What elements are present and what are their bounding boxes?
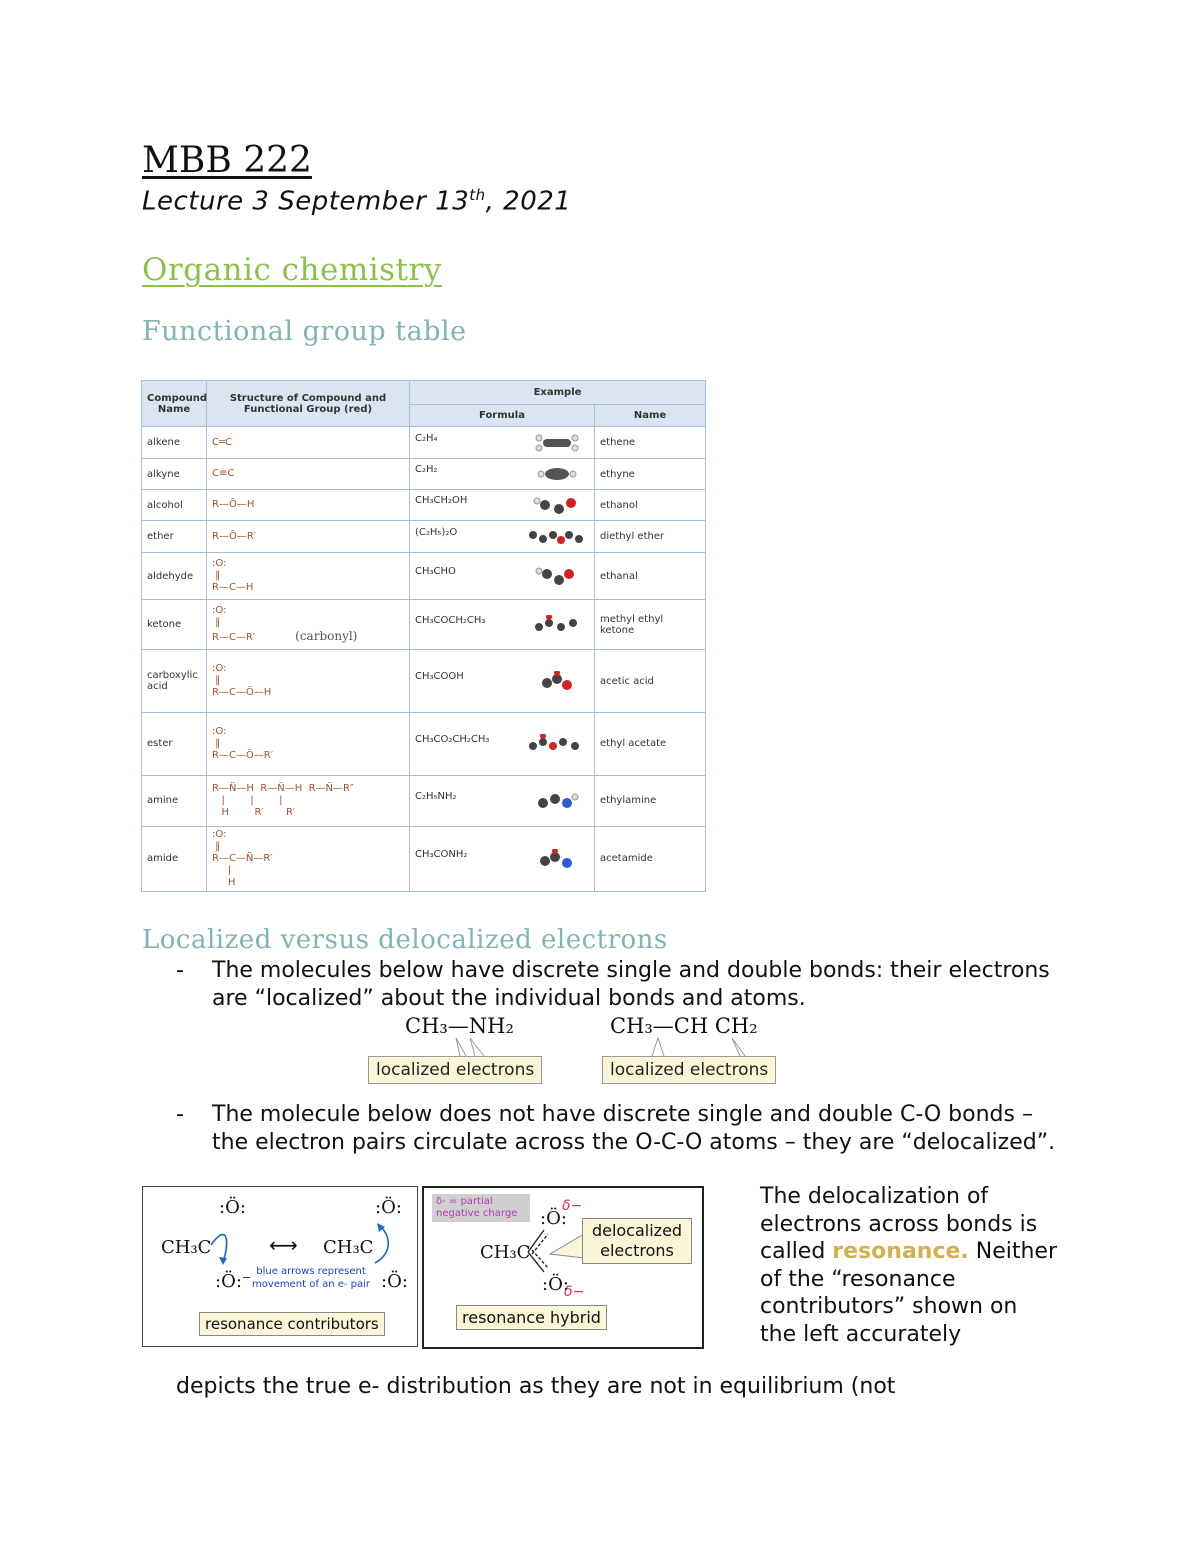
resonance-term: resonance. xyxy=(832,1239,969,1264)
continuation-line: depicts the true e- distribution as they are not in equilibrium (not xyxy=(176,1374,896,1399)
ball-stick-model-icon xyxy=(525,495,589,515)
formula-text: CH₃CO₂CH₂CH₃ xyxy=(415,733,490,745)
formula-text: CH₃CH₂OH xyxy=(415,495,468,507)
th-compound-name: Compound Name xyxy=(142,381,207,427)
example-name-cell: methyl ethyl ketone xyxy=(595,600,706,650)
ball-stick-model-icon xyxy=(525,791,589,811)
example-name-cell: ethyl acetate xyxy=(595,712,706,775)
structure-text: :O: ‖ R—C—H xyxy=(212,558,254,594)
example-name-cell: ethanal xyxy=(595,553,706,600)
compound-name-cell: alkyne xyxy=(142,459,207,490)
ball-stick-model-icon xyxy=(525,849,589,869)
structure-text: :O: ‖ R—C—R′ xyxy=(212,605,256,644)
heading-localized: Localized versus delocalized electrons xyxy=(142,925,668,955)
resonance-contributors-label: resonance contributors xyxy=(199,1312,385,1336)
formula-cell xyxy=(410,775,595,826)
ball-stick-model-icon xyxy=(525,615,589,635)
compound-name-cell: ketone xyxy=(142,600,207,650)
structure-cell xyxy=(207,712,410,775)
course-title: MBB 222 xyxy=(142,140,312,181)
compound-name-cell: carboxylic acid xyxy=(142,650,207,712)
structure-cell xyxy=(207,600,410,650)
structure-text: R—Ö—H xyxy=(212,499,255,511)
ball-stick-model-icon xyxy=(525,433,589,453)
heading-organic-chemistry: Organic chemistry xyxy=(142,252,442,288)
th-name: Name xyxy=(595,405,706,427)
structure-text: :O: ‖ R—C—Ö—R′ xyxy=(212,725,274,761)
ball-stick-model-icon xyxy=(525,464,589,484)
structure-cell xyxy=(207,775,410,826)
table-row xyxy=(142,712,706,775)
acetate-left: CH₃C xyxy=(161,1237,212,1258)
table-row xyxy=(142,490,706,521)
table-row xyxy=(142,459,706,490)
compound-name-cell: alcohol xyxy=(142,490,207,521)
heading-functional-group-table: Functional group table xyxy=(142,316,467,347)
formula-cell xyxy=(410,712,595,775)
localized-label-1: localized electrons xyxy=(368,1056,542,1084)
example-name-cell: ethylamine xyxy=(595,775,706,826)
structure-text: R—Ö—R′ xyxy=(212,530,257,542)
ball-stick-model-icon xyxy=(525,671,589,691)
table-row xyxy=(142,775,706,826)
structure-text: :O: ‖ R—C—N̈—R′ | H xyxy=(212,828,273,888)
table-row xyxy=(142,826,706,891)
localized-molecule-1: CH₃—NH₂ xyxy=(405,1014,514,1038)
structure-text: C═C xyxy=(212,436,232,448)
formula-text: (C₂H₅)₂O xyxy=(415,526,458,538)
lecture-prefix: Lecture 3 September 13 xyxy=(142,186,470,217)
table-row xyxy=(142,600,706,650)
partial-charge-legend: δ- = partial negative charge xyxy=(432,1194,530,1222)
compound-name-cell: aldehyde xyxy=(142,553,207,600)
formula-text: CH₃COOH xyxy=(415,671,464,682)
structure-text: R—N̈—H R—N̈—H R—N̈—R″ | | | H R′ R′ xyxy=(212,782,354,818)
formula-text: CH₃CONH₂ xyxy=(415,848,468,860)
compound-name-cell: amide xyxy=(142,826,207,891)
example-name-cell: ethene xyxy=(595,427,706,459)
ball-stick-model-icon xyxy=(525,566,589,586)
table-row xyxy=(142,553,706,600)
resonance-description xyxy=(760,1183,1060,1348)
structure-cell xyxy=(207,490,410,521)
structure-cell xyxy=(207,521,410,553)
example-name-cell: ethanol xyxy=(595,490,706,521)
example-name-cell: acetic acid xyxy=(595,650,706,712)
side-post: Neither of the “resonance contributors” shown on the left accurately xyxy=(760,1239,1058,1347)
resonance-hybrid-label: resonance hybrid xyxy=(456,1305,607,1330)
structure-note: (carbonyl) xyxy=(295,629,358,644)
acetate-right: CH₃C xyxy=(323,1237,374,1258)
formula-text: CH₃COCH₂CH₃ xyxy=(415,614,486,626)
th-structure: Structure of Compound and Functional Group (red) xyxy=(207,381,410,427)
structure-cell xyxy=(207,427,410,459)
formula-cell xyxy=(410,650,595,712)
th-formula: Formula xyxy=(410,405,595,427)
bullet-text: The molecules below have discrete single and double bonds: their electrons are “localized” about the individual bonds and atoms. xyxy=(212,958,1050,1011)
acetate-hybrid: CH₃C xyxy=(480,1242,531,1263)
compound-name-cell: alkene xyxy=(142,427,207,459)
blue-arrow-icon xyxy=(365,1215,405,1275)
o-bottom-hybrid: :Ö: xyxy=(542,1274,569,1295)
formula-cell xyxy=(410,553,595,600)
bullet-text: The molecule below does not have discrete single and double C-O bonds – the electron pairs circulate across the O-C-O atoms – they are “delocalized”. xyxy=(212,1102,1056,1155)
lecture-suffix: , 2021 xyxy=(485,186,572,217)
localized-molecule-2: CH₃—CH CH₂ xyxy=(610,1014,758,1038)
lecture-date xyxy=(142,186,571,217)
delocalized-electrons-label: delocalized electrons xyxy=(582,1218,692,1264)
o-top-left: :Ö: xyxy=(219,1197,246,1218)
formula-text: C₂H₄ xyxy=(415,432,438,444)
functional-group-table xyxy=(141,380,706,892)
formula-cell xyxy=(410,600,595,650)
resonance-contributors-figure xyxy=(142,1186,418,1347)
formula-cell xyxy=(410,459,595,490)
formula-cell xyxy=(410,490,595,521)
formula-text: CH₃CHO xyxy=(415,566,456,578)
lecture-sup: th xyxy=(469,186,486,204)
structure-cell xyxy=(207,553,410,600)
ball-stick-model-icon xyxy=(525,527,589,547)
callout-pointer xyxy=(546,1228,586,1264)
example-name-cell: diethyl ether xyxy=(595,521,706,553)
table-row xyxy=(142,427,706,459)
formula-text: C₂H₂ xyxy=(415,464,438,476)
resonance-arrow: ⟷ xyxy=(269,1233,298,1257)
compound-name-cell: ether xyxy=(142,521,207,553)
compound-name-cell: ester xyxy=(142,712,207,775)
ball-stick-model-icon xyxy=(525,734,589,754)
delta-top: δ− xyxy=(562,1198,583,1214)
o-top-hybrid: :Ö: xyxy=(540,1208,567,1229)
formula-cell xyxy=(410,521,595,553)
structure-cell xyxy=(207,826,410,891)
o-bottom-right: :Ö: xyxy=(381,1271,408,1292)
bullet-dash: - xyxy=(176,1102,184,1127)
o-top-right: :Ö: xyxy=(375,1197,402,1218)
formula-text: C₂H₅NH₂ xyxy=(415,790,457,802)
blue-arrow-icon xyxy=(203,1215,243,1275)
side-pre: The delocalization of electrons across bonds is called xyxy=(760,1184,1038,1264)
delta-bottom: δ− xyxy=(564,1284,585,1300)
structure-text: C≡C xyxy=(212,468,235,480)
compound-name-cell: amine xyxy=(142,775,207,826)
example-name-cell: ethyne xyxy=(595,459,706,490)
bullet-dash: - xyxy=(176,958,184,983)
resonance-hybrid-figure xyxy=(422,1186,704,1349)
formula-cell xyxy=(410,826,595,891)
table-row xyxy=(142,521,706,553)
structure-text: :O: ‖ R—C—Ö—H xyxy=(212,663,272,698)
blue-arrows-note: blue arrows represent movement of an e- pair xyxy=(251,1266,371,1290)
structure-cell xyxy=(207,650,410,712)
th-example: Example xyxy=(410,381,706,405)
formula-cell xyxy=(410,427,595,459)
o-bottom-left: :Ö:⁻ xyxy=(215,1271,252,1292)
localized-label-2: localized electrons xyxy=(602,1056,776,1084)
example-name-cell: acetamide xyxy=(595,826,706,891)
table-row xyxy=(142,650,706,712)
structure-cell xyxy=(207,459,410,490)
